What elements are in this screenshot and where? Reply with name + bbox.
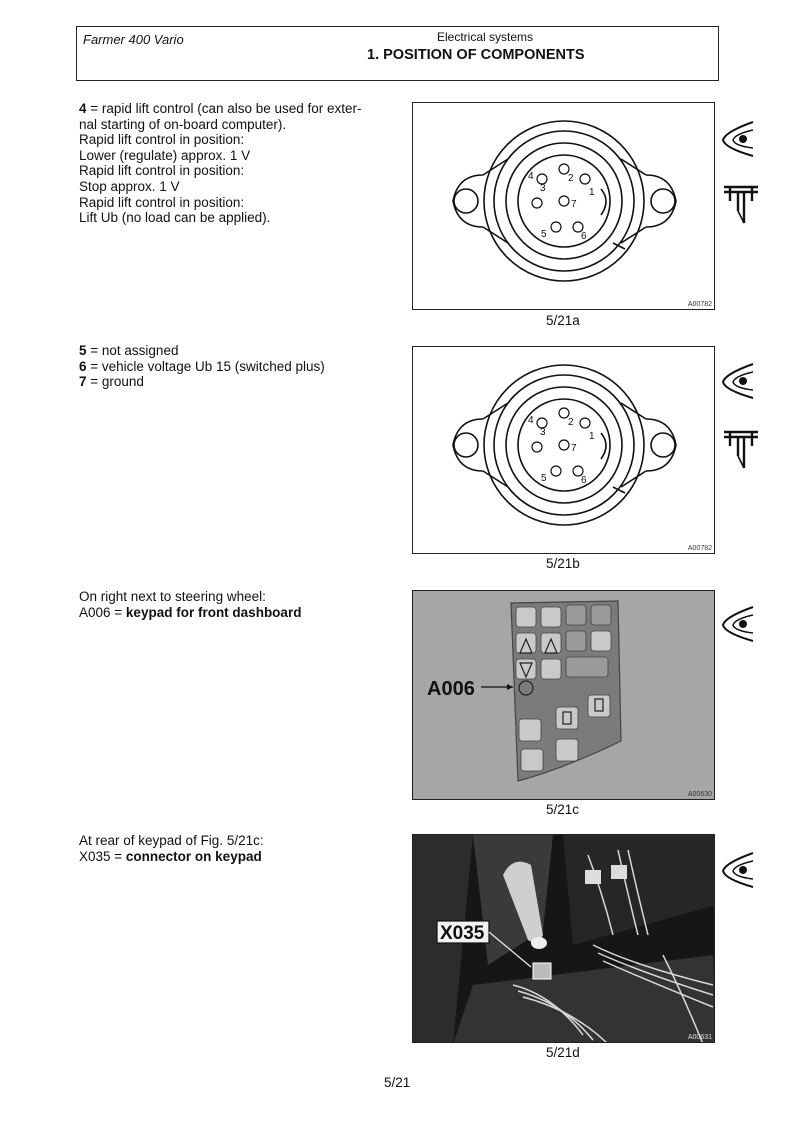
figure-socket-b: [412, 346, 715, 554]
pin-label: 1: [589, 187, 595, 198]
text-line: = vehicle voltage Ub 15 (switched plus): [86, 358, 325, 374]
pin-label: 1: [589, 431, 595, 442]
figure-id: A00782: [687, 545, 712, 552]
socket-diagram: [413, 347, 715, 554]
text-line: = ground: [86, 374, 144, 390]
figure-id: A00782: [687, 301, 712, 308]
pin-label: 7: [571, 443, 577, 454]
eye-inspection-icon: [721, 605, 757, 643]
callout-label: A006: [427, 678, 475, 700]
text-line: Rapid lift control in position:: [79, 163, 245, 179]
text-line: nal starting of on-board computer).: [79, 116, 287, 132]
socket-diagram: [413, 103, 715, 310]
pin-label: 6: [581, 475, 587, 486]
header-section: Electrical systems: [437, 30, 534, 44]
pins-5-7-description: [79, 343, 325, 390]
connector-description: [79, 833, 264, 864]
component-name: keypad for front dashboard: [125, 604, 302, 620]
component-name: connector on keypad: [125, 848, 262, 864]
figure-caption: 5/21a: [546, 313, 580, 328]
caliper-measure-icon: [722, 428, 760, 472]
pin-number: 5: [79, 343, 87, 358]
text-line: At rear of keypad of Fig. 5/21c:: [79, 833, 264, 848]
component-code: A006 =: [79, 604, 126, 620]
pin-number: 6: [79, 358, 87, 374]
pin-label: 5: [541, 473, 547, 484]
text-line: Lower (regulate) approx. 1 V: [79, 147, 251, 163]
pin-number: 7: [79, 374, 87, 390]
page-header: [76, 26, 719, 81]
pin-label: 3: [540, 427, 546, 438]
pin-label: 7: [571, 199, 577, 210]
figure-keypad-photo: [412, 590, 715, 800]
pin-label: 2: [568, 173, 574, 184]
figure-caption: 5/21d: [546, 1045, 580, 1060]
pin-label: 2: [568, 417, 574, 428]
component-code: X035 =: [79, 848, 126, 864]
text-line: Stop approx. 1 V: [79, 178, 180, 194]
figure-connector-photo: [412, 834, 715, 1043]
pin-number: 4: [79, 101, 87, 116]
text-line: Lift Ub (no load can be applied).: [79, 210, 271, 226]
page-number: 5/21: [384, 1075, 411, 1090]
pin-label: 5: [541, 229, 547, 240]
caliper-measure-icon: [722, 183, 760, 227]
figure-id: A00631: [687, 1034, 712, 1041]
header-model: Farmer 400 Vario: [83, 32, 184, 47]
callout-label: X035: [440, 923, 485, 944]
eye-inspection-icon: [721, 120, 757, 158]
eye-inspection-icon: [721, 851, 757, 889]
text-line: = not assigned: [86, 343, 179, 358]
text-line: Rapid lift control in position:: [79, 194, 245, 210]
figure-caption: 5/21b: [546, 556, 580, 571]
figure-id: A00630: [687, 791, 712, 798]
keypad-photo: [413, 591, 715, 800]
header-title: 1. POSITION OF COMPONENTS: [367, 47, 585, 63]
pin-4-description: [79, 101, 362, 226]
figure-caption: 5/21c: [546, 802, 580, 817]
keypad-description: [79, 589, 301, 620]
figure-socket-a: [412, 102, 715, 310]
pin-label: 4: [528, 415, 534, 426]
pin-label: 6: [581, 231, 587, 242]
pin-label: 3: [540, 183, 546, 194]
text-line: = rapid lift control (can also be used for exter-: [86, 101, 362, 116]
eye-inspection-icon: [721, 362, 757, 400]
pin-label: 4: [528, 171, 534, 182]
text-line: On right next to steering wheel:: [79, 589, 266, 604]
text-line: Rapid lift control in position:: [79, 132, 245, 148]
connector-photo: [413, 835, 715, 1043]
